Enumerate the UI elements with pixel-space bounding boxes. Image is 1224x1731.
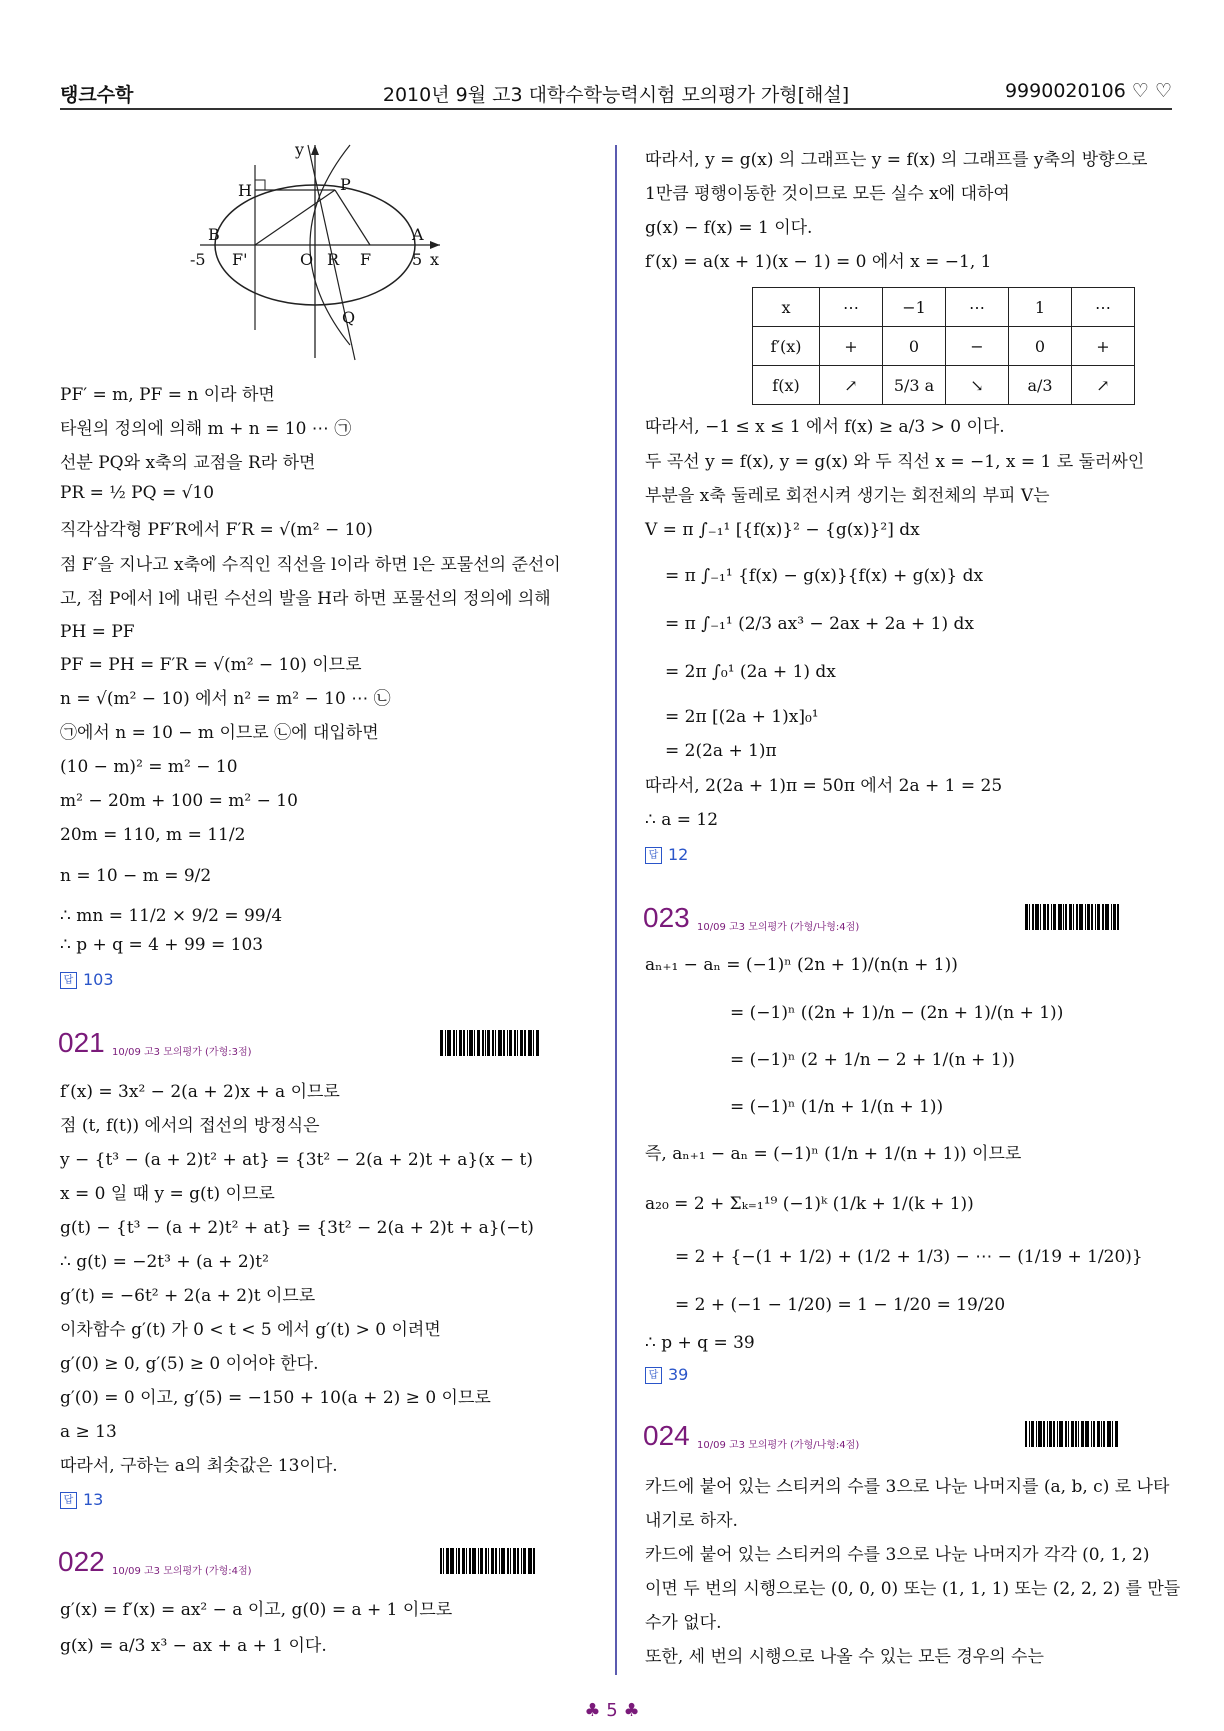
table-row xyxy=(753,288,1135,327)
p023-line: = 2 + {−(1 + 1/2) + (1/2 + 1/3) − ⋯ − (1/19 + 1/20)} xyxy=(675,1247,1143,1267)
table-cell: ↗ xyxy=(1072,366,1135,405)
p024-line: 내기로 하자. xyxy=(645,1511,738,1531)
answer-023 xyxy=(645,1365,688,1384)
fig-label-fprime: F' xyxy=(232,250,248,269)
answer-value: 103 xyxy=(83,970,114,989)
fig-label-p: P xyxy=(340,175,351,194)
barcode-021 xyxy=(440,1030,585,1056)
left-line: m² − 20m + 100 = m² − 10 xyxy=(60,791,298,811)
page-footer: ♣ 5 ♣ xyxy=(584,1700,640,1721)
p023-line: = (−1)ⁿ (2 + 1/n − 2 + 1/(n + 1)) xyxy=(730,1050,1015,1070)
p024-line: 카드에 붙어 있는 스티커의 수를 3으로 나눈 나머지가 각각 (0, 1, 2) xyxy=(645,1545,1150,1565)
p023-line: aₙ₊₁ − aₙ = (−1)ⁿ (2n + 1)/(n(n + 1)) xyxy=(645,955,958,975)
table-cell: ⋯ xyxy=(820,288,883,327)
problem-tag-022: 10/09 고3 모의평가 (가형:4점) xyxy=(112,1566,252,1577)
right-line: g(x) − f(x) = 1 이다. xyxy=(645,218,813,238)
fig-label-neg5: -5 xyxy=(190,250,206,269)
table-cell: f(x) xyxy=(753,366,820,405)
left-line: n = √(m² − 10) 에서 n² = m² − 10 ⋯ ㉡ xyxy=(60,689,391,709)
answer-value: 12 xyxy=(668,845,689,864)
right-line: 1만큼 평행이동한 것이므로 모든 실수 x에 대하여 xyxy=(645,184,1010,204)
p021-line: 점 (t, f(t)) 에서의 접선의 방정식은 xyxy=(60,1116,320,1136)
right-line: 두 곡선 y = f(x), y = g(x) 와 두 직선 x = −1, x = 1 로 둘러싸인 xyxy=(645,452,1145,472)
p021-line: y − {t³ − (a + 2)t² + at} = {3t² − 2(a + 2)t + a}(x − t) xyxy=(60,1150,533,1170)
fig-label-y: y xyxy=(295,140,305,159)
fig-label-x: x xyxy=(430,250,440,269)
p024-line: 또한, 세 번의 시행으로 나올 수 있는 모든 경우의 수는 xyxy=(645,1647,1044,1667)
right-line: = π ∫₋₁¹ (2/3 ax³ − 2ax + 2a + 1) dx xyxy=(665,614,974,634)
answer-mark-icon: 답 xyxy=(60,972,77,989)
right-line: f′(x) = a(x + 1)(x − 1) = 0 에서 x = −1, 1 xyxy=(645,252,992,272)
page-header xyxy=(60,78,1172,110)
table-cell: − xyxy=(946,327,1009,366)
right-line: 따라서, 2(2a + 1)π = 50π 에서 2a + 1 = 25 xyxy=(645,776,1003,796)
barcode-023 xyxy=(1025,904,1170,930)
table-cell: x xyxy=(753,288,820,327)
fig-label-o: O xyxy=(300,250,314,269)
table-cell: ↗ xyxy=(820,366,883,405)
barcode-024 xyxy=(1025,1421,1170,1447)
p024-line: 카드에 붙어 있는 스티커의 수를 3으로 나눈 나머지를 (a, b, c) 로 나타 xyxy=(645,1477,1170,1497)
right-line: 따라서, −1 ≤ x ≤ 1 에서 f(x) ≥ a/3 > 0 이다. xyxy=(645,417,1005,437)
left-line: 고, 점 P에서 l에 내린 수선의 발을 H라 하면 포물선의 정의에 의해 xyxy=(60,589,551,609)
left-line: 타원의 정의에 의해 m + n = 10 ⋯ ㉠ xyxy=(60,419,352,439)
p024-line: 수가 없다. xyxy=(645,1613,722,1633)
answer-021 xyxy=(60,1490,103,1509)
p022-line: g′(x) = f′(x) = ax² − a 이고, g(0) = a + 1 이므로 xyxy=(60,1600,453,1620)
right-line: 부분을 x축 둘레로 회전시켜 생기는 회전체의 부피 V는 xyxy=(645,486,1050,506)
left-line: ㉠에서 n = 10 − m 이므로 ㉡에 대입하면 xyxy=(60,723,379,743)
problem-number-021: 021 xyxy=(58,1027,105,1058)
answer-mark-icon: 답 xyxy=(60,1492,77,1509)
right-line: = 2(2a + 1)π xyxy=(665,741,777,761)
table-cell: ⋯ xyxy=(1072,288,1135,327)
problem-number-022: 022 xyxy=(58,1546,105,1577)
fig-label-f: F xyxy=(360,250,372,269)
sign-table xyxy=(752,287,1135,405)
left-line: 직각삼각형 PF′R에서 F′R = √(m² − 10) xyxy=(60,520,373,540)
table-cell: ⋯ xyxy=(946,288,1009,327)
fig-label-5: 5 xyxy=(412,250,423,269)
table-row xyxy=(753,327,1135,366)
answer-mark-icon: 답 xyxy=(645,847,662,864)
fig-label-q: Q xyxy=(342,308,356,327)
p024-line: 이면 두 번의 시행으로는 (0, 0, 0) 또는 (1, 1, 1) 또는 (2, 2, 2) 를 만들 xyxy=(645,1579,1181,1599)
fig-label-b: B xyxy=(208,225,220,244)
right-line: = 2π ∫₀¹ (2a + 1) dx xyxy=(665,662,836,682)
p021-line: 따라서, 구하는 a의 최솟값은 13이다. xyxy=(60,1456,338,1476)
p021-line: g(t) − {t³ − (a + 2)t² + at} = {3t² − 2(a + 2)t + a}(−t) xyxy=(60,1218,534,1238)
table-cell: −1 xyxy=(883,288,946,327)
table-cell: f′(x) xyxy=(753,327,820,366)
p021-line: g′(0) ≥ 0, g′(5) ≥ 0 이어야 한다. xyxy=(60,1354,319,1374)
answer-020 xyxy=(60,970,114,989)
answer-022 xyxy=(645,845,688,864)
table-cell: 0 xyxy=(883,327,946,366)
problem-number-024: 024 xyxy=(643,1420,690,1451)
problem-tag-023: 10/09 고3 모의평가 (가형/나형:4점) xyxy=(697,922,860,933)
ellipse-parabola-figure xyxy=(190,140,450,365)
right-line: = 2π [(2a + 1)x]₀¹ xyxy=(665,707,819,727)
left-line: 점 F′을 지나고 x축에 수직인 직선을 l이라 하면 l은 포물선의 준선이 xyxy=(60,555,561,575)
answer-mark-icon: 답 xyxy=(645,1367,662,1384)
left-line: (10 − m)² = m² − 10 xyxy=(60,757,238,777)
p023-line: = (−1)ⁿ (1/n + 1/(n + 1)) xyxy=(730,1097,944,1117)
problem-number-023: 023 xyxy=(643,902,690,933)
answer-value: 13 xyxy=(83,1490,104,1509)
table-cell: ↘ xyxy=(946,366,1009,405)
p021-line: g′(0) = 0 이고, g′(5) = −150 + 10(a + 2) ≥ 0 이므로 xyxy=(60,1388,491,1408)
table-cell: 0 xyxy=(1009,327,1072,366)
p021-line: a ≥ 13 xyxy=(60,1422,117,1442)
right-line: = π ∫₋₁¹ {f(x) − g(x)}{f(x) + g(x)} dx xyxy=(665,566,984,586)
right-line: 따라서, y = g(x) 의 그래프는 y = f(x) 의 그래프를 y축의 방향으로 xyxy=(645,150,1148,170)
barcode-022 xyxy=(440,1548,585,1574)
left-line: 20m = 110, m = 11/2 xyxy=(60,825,246,845)
left-line: ∴ p + q = 4 + 99 = 103 xyxy=(60,935,264,955)
p021-line: 이차함수 g′(t) 가 0 < t < 5 에서 g′(t) > 0 이려면 xyxy=(60,1320,441,1340)
left-line: PF′ = m, PF = n 이라 하면 xyxy=(60,385,275,405)
left-line: PH = PF xyxy=(60,622,135,642)
right-line: ∴ a = 12 xyxy=(645,810,719,830)
table-cell: + xyxy=(1072,327,1135,366)
table-cell: + xyxy=(820,327,883,366)
fig-label-a: A xyxy=(412,225,424,244)
fig-label-h: H xyxy=(238,181,252,200)
table-cell: 5/3 a xyxy=(883,366,946,405)
problem-tag-024: 10/09 고3 모의평가 (가형/나형:4점) xyxy=(697,1440,860,1451)
left-line: PR = ½ PQ = √10 xyxy=(60,483,215,503)
p023-line: a₂₀ = 2 + Σₖ₌₁¹⁹ (−1)ᵏ (1/k + 1/(k + 1)) xyxy=(645,1194,974,1214)
header-code: 9990020106 ♡ ♡ xyxy=(1004,80,1172,102)
table-cell: 1 xyxy=(1009,288,1072,327)
p021-line: ∴ g(t) = −2t³ + (a + 2)t² xyxy=(60,1252,269,1272)
fig-label-r: R xyxy=(327,250,340,269)
p021-line: x = 0 일 때 y = g(t) 이므로 xyxy=(60,1184,275,1204)
p023-line: ∴ p + q = 39 xyxy=(645,1333,755,1353)
problem-tag-021: 10/09 고3 모의평가 (가형:3점) xyxy=(112,1047,252,1058)
header-brand: 탱크수학 xyxy=(60,84,134,106)
left-line: n = 10 − m = 9/2 xyxy=(60,866,212,886)
table-row xyxy=(753,366,1135,405)
p023-line: = 2 + (−1 − 1/20) = 1 − 1/20 = 19/20 xyxy=(675,1295,1006,1315)
p022-line: g(x) = a/3 x³ − ax + a + 1 이다. xyxy=(60,1636,327,1656)
answer-value: 39 xyxy=(668,1365,689,1384)
left-line: PF = PH = F′R = √(m² − 10) 이므로 xyxy=(60,655,362,675)
header-title: 2010년 9월 고3 대학수학능력시험 모의평가 가형[해설] xyxy=(382,84,850,106)
table-cell: a/3 xyxy=(1009,366,1072,405)
left-line: ∴ mn = 11/2 × 9/2 = 99/4 xyxy=(60,906,283,926)
column-divider xyxy=(615,145,617,1675)
p023-line: = (−1)ⁿ ((2n + 1)/n − (2n + 1)/(n + 1)) xyxy=(730,1003,1064,1023)
p023-line: 즉, aₙ₊₁ − aₙ = (−1)ⁿ (1/n + 1/(n + 1)) 이므로 xyxy=(645,1144,1022,1164)
p021-line: g′(t) = −6t² + 2(a + 2)t 이므로 xyxy=(60,1286,316,1306)
p021-line: f′(x) = 3x² − 2(a + 2)x + a 이므로 xyxy=(60,1082,340,1102)
right-line: V = π ∫₋₁¹ [{f(x)}² − {g(x)}²] dx xyxy=(645,520,920,540)
left-line: 선분 PQ와 x축의 교점을 R라 하면 xyxy=(60,453,316,473)
